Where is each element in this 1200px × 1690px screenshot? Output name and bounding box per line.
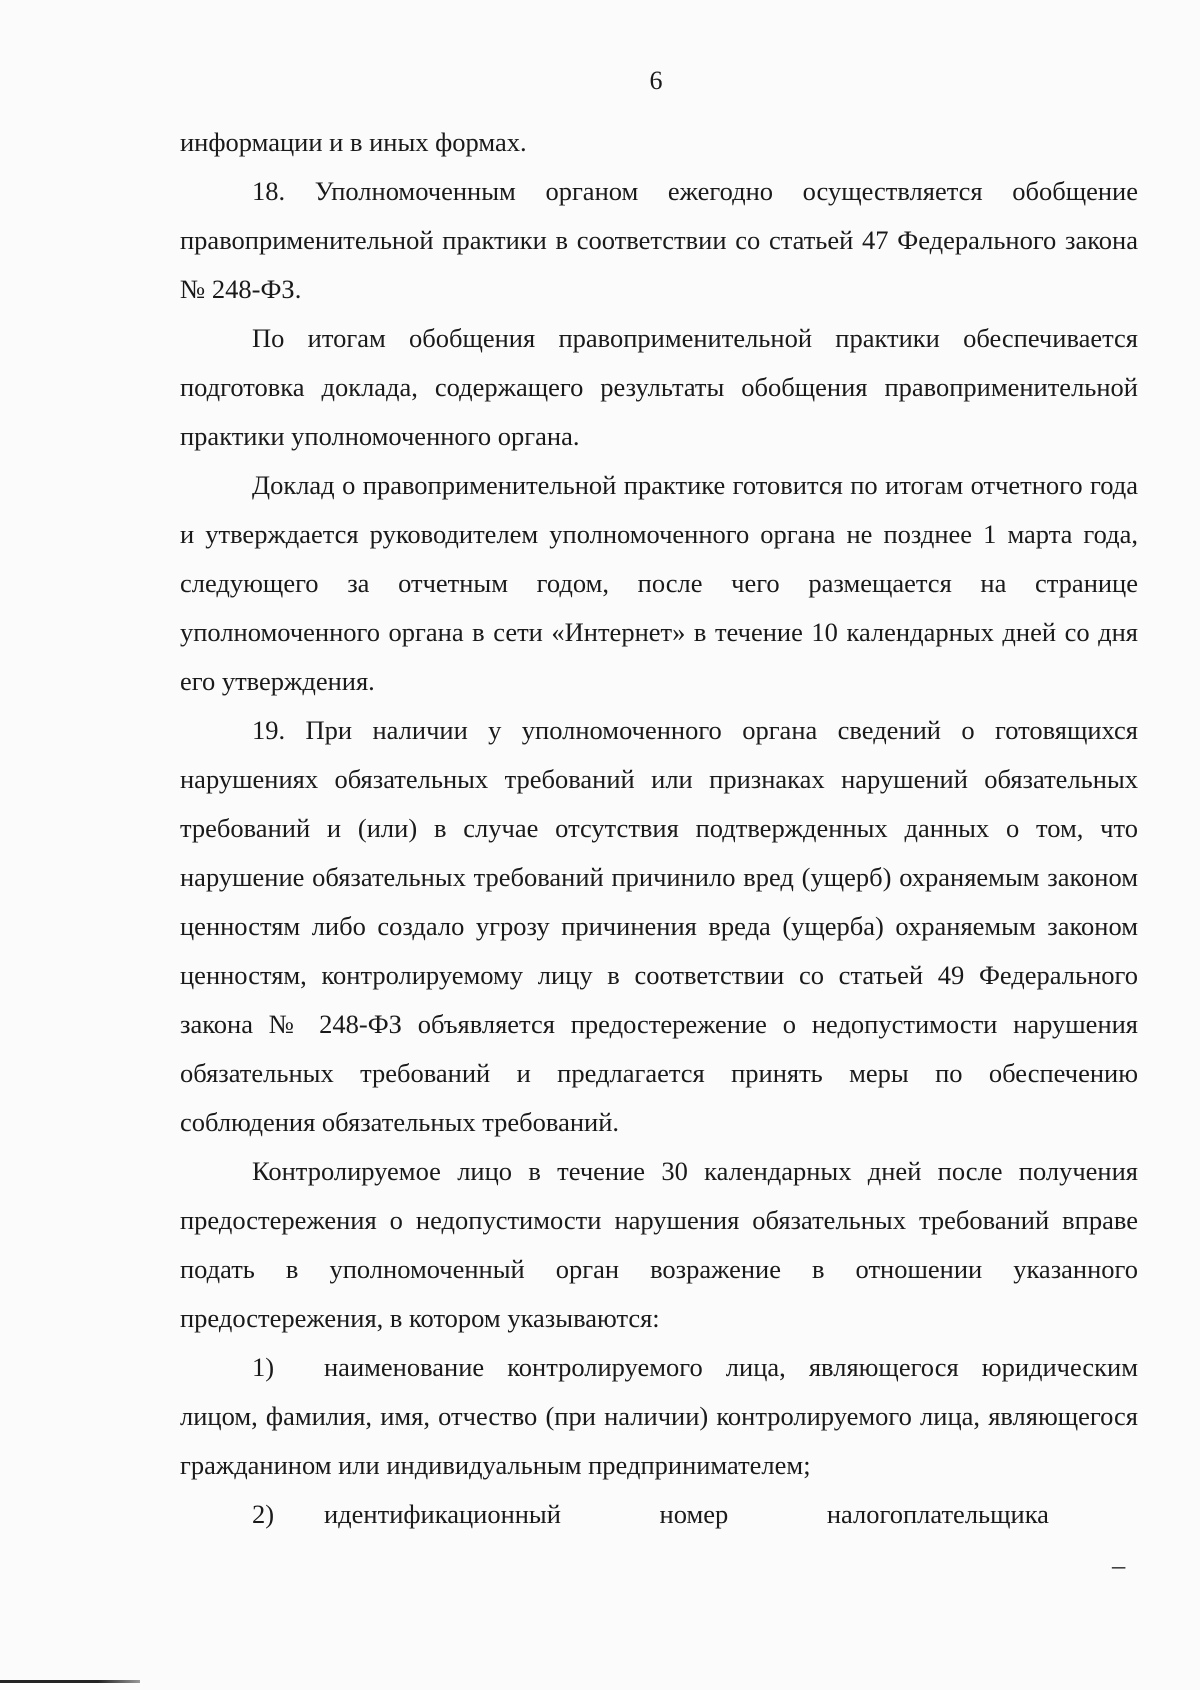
list-item-text: наименование контролируемого лица, являющегося юридическим лицом, фамилия, имя, отчество (при наличии) контролируемого лица, являющегося гражданином или индивидуальным предпринимателем;	[180, 1352, 1138, 1480]
document-body	[180, 118, 1138, 1539]
list-item-2	[180, 1490, 1138, 1539]
list-item-text: идентификационный номер налогоплательщика	[324, 1499, 1049, 1529]
page-number: 6	[649, 66, 663, 95]
paragraph-generalization: По итогам обобщения правоприменительной практики обеспечивается подготовка доклада, содержащего результаты обобщения правоприменительной практики уполномоченного органа.	[180, 323, 1138, 451]
paragraph-continuation: информации и в иных формах.	[180, 127, 527, 157]
paragraph-objection: Контролируемое лицо в течение 30 календарных дней после получения предостережения о недопустимости нарушения обязательных требований вправе подать в уполномоченный орган возражение в отношении указанного предостережения, в котором указываются:	[180, 1156, 1138, 1333]
paragraph-item-18: 18. Уполномоченным органом ежегодно осуществляется обобщение правоприменительной практики в соответствии со статьей 47 Федерального закона № 248-ФЗ.	[180, 176, 1138, 304]
list-marker: 1)	[252, 1352, 275, 1382]
list-item-1	[180, 1343, 1138, 1490]
list-marker: 2)	[252, 1499, 275, 1529]
scan-edge-mark	[0, 1680, 140, 1683]
paragraph-report: Доклад о правоприменительной практике готовится по итогам отчетного года и утверждается руководителем уполномоченного органа не позднее 1 марта года, следующего за отчетным годом, после чего размещается на странице уполномоченного органа в сети «Интернет» в течение 10 календарных дней со дня его утверждения.	[180, 470, 1138, 696]
trailing-dash: –	[1112, 1550, 1126, 1580]
paragraph-item-19: 19. При наличии у уполномоченного органа сведений о готовящихся нарушениях обязательных требований или признаках нарушений обязательных требований и (или) в случае отсутствия подтвержденных данных о том, что нарушение обязательных требований причинило вред (ущерб) охраняемым законом ценностям либо создало угрозу причинения вреда (ущерба) охраняемым законом ценностям, контролируемому лицу в соответствии со статьей 49 Федерального закона № 248-ФЗ объявляется предостережение о недопустимости нарушения обязательных требований и предлагается принять меры по обеспечению соблюдения обязательных требований.	[180, 715, 1138, 1137]
